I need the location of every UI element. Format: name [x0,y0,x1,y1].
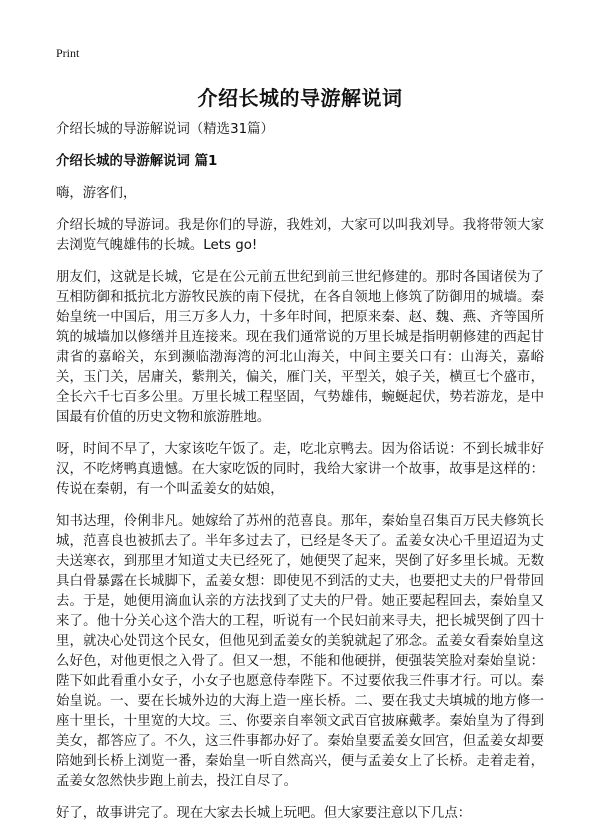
page-title: 介绍长城的导游解说词 [197,86,403,110]
paragraph-story: 知书达理，伶俐非凡。她嫁给了苏州的范喜良。那年，秦始皇召集百万民夫修筑长城，范喜良也被抓去了。半年多过去了，已经是冬天了。孟姜女决心千里迢迢为丈夫送寒衣，到那里才知道丈夫已经死了，她便哭了起来，哭倒了好多里长城。无数具白骨暴露在长城脚下，孟姜女想：即使见不到活的丈夫，也要把丈夫的尸骨带回去。于是，她便用滴血认亲的方法找到了丈夫的尸骨。她正要起程回去，秦始皇又来了。他十分关心这个浩大的工程，听说有一个民妇前来寻夫，把长城哭倒了四十里，就决心处罚这个民女，但他见到孟姜女的美貌就起了邪念。孟姜女看秦始皇这么好色，对他更恨之入骨了。但又一想，不能和他硬拼，便强装笑脸对秦始皇说：陛下如此看重小女子，小女子也愿意侍奉陛下。不过要依我三件事才行。可以。秦始皇说。一、要在长城外边的大海上造一座长桥。二、要在我丈夫填城的地方修一座十里长，十里宽的大坟。三、你要亲自率领文武百官披麻戴孝。秦始皇为了得到美女，都答应了。不久，这三件事都办好了。秦始皇要孟姜女回宫，但孟姜女却要陪她到长桥上浏览一番，秦始皇一听自然高兴，便与孟姜女上了长桥。走着走着，孟姜女忽然快步跑上前去，投江自尽了。 [56,514,544,789]
subtitle: 介绍长城的导游解说词（精选31篇） [56,122,274,137]
section-heading: 介绍长城的导游解说词 篇1 [56,154,218,169]
paragraph-lunch: 呀，时间不早了，大家该吃午饭了。走，吃北京鸭去。因为俗话说：不到长城非好汉，不吃烤鸭真遗憾。在大家吃饭的同时，我给大家讲一个故事，故事是这样的：传说在秦朝，有一个叫孟姜女的姑娘， [56,442,544,497]
paragraph-intro: 介绍长城的导游词。我是你们的导游，我姓刘，大家可以叫我刘导。我将带领大家去浏览气魄雄伟的长城。Lets go! [56,218,544,253]
print-link[interactable]: Print [56,46,80,60]
paragraph-closing: 好了，故事讲完了。现在大家去长城上玩吧。但大家要注意以下几点： [56,806,472,821]
paragraph-history: 朋友们，这就是长城，它是在公元前五世纪到前三世纪修建的。那时各国诸侯为了互相防御和抵抗北方游牧民族的南下侵扰，在各自领地上修筑了防御用的城墙。秦始皇统一中国后，用三万多人力，十多年时间，把原来秦、赵、魏、燕、齐等国所筑的城墙加以修缮并且连接来。现在我们通常说的万里长城是指明朝修建的西起甘肃省的嘉峪关，东到濒临渤海湾的河北山海关，中间主要关口有：山海关，嘉峪关，玉门关，居庸关，紫荆关，偏关，雁门关，平型关，娘子关，横亘七个盛市，全长六千七百多公里。万里长城工程坚固，气势雄伟，蜿蜒起伏，势若游龙，是中国最有价值的历史文物和旅游胜地。 [56,270,544,425]
article-body [56,120,544,836]
paragraph-greeting: 嗨，游客们， [56,186,137,201]
